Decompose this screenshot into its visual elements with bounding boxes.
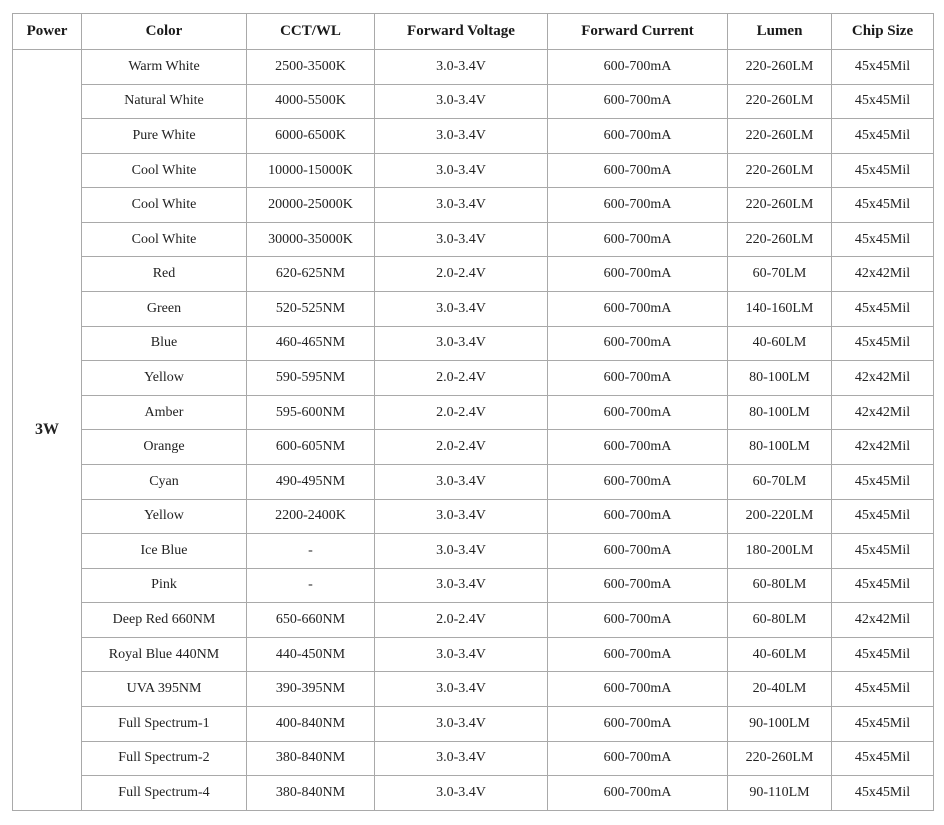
table-row: [13, 534, 934, 569]
lumen-cell: 80-100LM: [728, 395, 832, 430]
color-cell: Ice Blue: [82, 534, 247, 569]
table-row: [13, 50, 934, 85]
chip-size-cell: 42x42Mil: [832, 257, 934, 292]
forward-current-cell: 600-700mA: [548, 84, 728, 119]
cct-wl-cell: 6000-6500K: [247, 119, 375, 154]
chip-size-cell: 45x45Mil: [832, 464, 934, 499]
chip-size-cell: 45x45Mil: [832, 499, 934, 534]
table-row: [13, 188, 934, 223]
forward-voltage-cell: 2.0-2.4V: [375, 257, 548, 292]
chip-size-cell: 45x45Mil: [832, 292, 934, 327]
forward-voltage-cell: 3.0-3.4V: [375, 741, 548, 776]
cct-wl-cell: -: [247, 568, 375, 603]
cct-wl-cell: 380-840NM: [247, 776, 375, 811]
chip-size-cell: 45x45Mil: [832, 50, 934, 85]
header-row: [13, 14, 934, 50]
cct-wl-cell: 400-840NM: [247, 706, 375, 741]
table-row: [13, 464, 934, 499]
chip-size-cell: 42x42Mil: [832, 430, 934, 465]
chip-size-cell: 42x42Mil: [832, 395, 934, 430]
cct-wl-cell: 460-465NM: [247, 326, 375, 361]
table-row: [13, 637, 934, 672]
table-row: [13, 706, 934, 741]
forward-voltage-cell: 3.0-3.4V: [375, 50, 548, 85]
lumen-cell: 140-160LM: [728, 292, 832, 327]
forward-current-cell: 600-700mA: [548, 776, 728, 811]
forward-current-cell: 600-700mA: [548, 222, 728, 257]
lumen-cell: 220-260LM: [728, 188, 832, 223]
cct-wl-cell: 440-450NM: [247, 637, 375, 672]
power-cell: 3W: [13, 50, 82, 811]
chip-size-cell: 42x42Mil: [832, 361, 934, 396]
color-cell: Orange: [82, 430, 247, 465]
cct-wl-cell: 650-660NM: [247, 603, 375, 638]
chip-size-cell: 45x45Mil: [832, 84, 934, 119]
lumen-cell: 90-100LM: [728, 706, 832, 741]
lumen-cell: 60-70LM: [728, 257, 832, 292]
cct-wl-cell: 10000-15000K: [247, 153, 375, 188]
forward-current-cell: 600-700mA: [548, 119, 728, 154]
lumen-cell: 220-260LM: [728, 222, 832, 257]
color-cell: Green: [82, 292, 247, 327]
forward-current-cell: 600-700mA: [548, 499, 728, 534]
forward-current-cell: 600-700mA: [548, 50, 728, 85]
chip-size-cell: 45x45Mil: [832, 222, 934, 257]
color-cell: Blue: [82, 326, 247, 361]
cct-wl-cell: 30000-35000K: [247, 222, 375, 257]
lumen-cell: 80-100LM: [728, 430, 832, 465]
forward-voltage-cell: 3.0-3.4V: [375, 326, 548, 361]
lumen-cell: 40-60LM: [728, 637, 832, 672]
chip-size-cell: 45x45Mil: [832, 326, 934, 361]
color-cell: Full Spectrum-1: [82, 706, 247, 741]
chip-size-cell: 45x45Mil: [832, 153, 934, 188]
chip-size-cell: 45x45Mil: [832, 672, 934, 707]
forward-current-cell: 600-700mA: [548, 153, 728, 188]
color-cell: Cyan: [82, 464, 247, 499]
cct-wl-cell: -: [247, 534, 375, 569]
color-cell: Deep Red 660NM: [82, 603, 247, 638]
cct-wl-cell: 2500-3500K: [247, 50, 375, 85]
chip-size-cell: 45x45Mil: [832, 637, 934, 672]
cct-wl-cell: 490-495NM: [247, 464, 375, 499]
lumen-cell: 60-80LM: [728, 603, 832, 638]
lumen-cell: 220-260LM: [728, 153, 832, 188]
forward-voltage-cell: 3.0-3.4V: [375, 776, 548, 811]
forward-current-cell: 600-700mA: [548, 257, 728, 292]
table-row: [13, 153, 934, 188]
lumen-cell: 180-200LM: [728, 534, 832, 569]
forward-current-cell: 600-700mA: [548, 395, 728, 430]
table-row: [13, 292, 934, 327]
header-cct-wl: CCT/WL: [247, 14, 375, 50]
color-cell: Amber: [82, 395, 247, 430]
color-cell: Full Spectrum-4: [82, 776, 247, 811]
color-cell: Cool White: [82, 222, 247, 257]
table-row: [13, 119, 934, 154]
forward-voltage-cell: 3.0-3.4V: [375, 672, 548, 707]
header-lumen: Lumen: [728, 14, 832, 50]
table-row: [13, 741, 934, 776]
lumen-cell: 90-110LM: [728, 776, 832, 811]
forward-voltage-cell: 2.0-2.4V: [375, 361, 548, 396]
forward-voltage-cell: 3.0-3.4V: [375, 84, 548, 119]
lumen-cell: 20-40LM: [728, 672, 832, 707]
cct-wl-cell: 620-625NM: [247, 257, 375, 292]
lumen-cell: 220-260LM: [728, 84, 832, 119]
forward-voltage-cell: 3.0-3.4V: [375, 188, 548, 223]
lumen-cell: 60-80LM: [728, 568, 832, 603]
lumen-cell: 80-100LM: [728, 361, 832, 396]
forward-voltage-cell: 3.0-3.4V: [375, 499, 548, 534]
forward-voltage-cell: 3.0-3.4V: [375, 292, 548, 327]
color-cell: UVA 395NM: [82, 672, 247, 707]
lumen-cell: 40-60LM: [728, 326, 832, 361]
color-cell: Cool White: [82, 188, 247, 223]
forward-current-cell: 600-700mA: [548, 188, 728, 223]
header-power: Power: [13, 14, 82, 50]
table-row: [13, 568, 934, 603]
forward-current-cell: 600-700mA: [548, 706, 728, 741]
header-forward-voltage: Forward Voltage: [375, 14, 548, 50]
forward-voltage-cell: 2.0-2.4V: [375, 430, 548, 465]
table-row: [13, 430, 934, 465]
cct-wl-cell: 520-525NM: [247, 292, 375, 327]
color-cell: Warm White: [82, 50, 247, 85]
lumen-cell: 60-70LM: [728, 464, 832, 499]
table-row: [13, 361, 934, 396]
table-row: [13, 776, 934, 811]
chip-size-cell: 45x45Mil: [832, 534, 934, 569]
forward-current-cell: 600-700mA: [548, 637, 728, 672]
forward-voltage-cell: 3.0-3.4V: [375, 222, 548, 257]
forward-voltage-cell: 3.0-3.4V: [375, 119, 548, 154]
header-color: Color: [82, 14, 247, 50]
chip-size-cell: 45x45Mil: [832, 119, 934, 154]
color-cell: Full Spectrum-2: [82, 741, 247, 776]
forward-voltage-cell: 3.0-3.4V: [375, 534, 548, 569]
forward-current-cell: 600-700mA: [548, 534, 728, 569]
forward-current-cell: 600-700mA: [548, 464, 728, 499]
cct-wl-cell: 2200-2400K: [247, 499, 375, 534]
color-cell: Yellow: [82, 361, 247, 396]
color-cell: Pure White: [82, 119, 247, 154]
lumen-cell: 220-260LM: [728, 119, 832, 154]
table-row: [13, 672, 934, 707]
table-row: [13, 395, 934, 430]
chip-size-cell: 45x45Mil: [832, 776, 934, 811]
chip-size-cell: 45x45Mil: [832, 568, 934, 603]
cct-wl-cell: 600-605NM: [247, 430, 375, 465]
forward-voltage-cell: 3.0-3.4V: [375, 153, 548, 188]
table-row: [13, 222, 934, 257]
color-cell: Red: [82, 257, 247, 292]
forward-voltage-cell: 2.0-2.4V: [375, 395, 548, 430]
forward-current-cell: 600-700mA: [548, 672, 728, 707]
forward-current-cell: 600-700mA: [548, 568, 728, 603]
chip-size-cell: 45x45Mil: [832, 188, 934, 223]
forward-voltage-cell: 3.0-3.4V: [375, 464, 548, 499]
table-row: [13, 603, 934, 638]
cct-wl-cell: 4000-5500K: [247, 84, 375, 119]
color-cell: Natural White: [82, 84, 247, 119]
chip-size-cell: 42x42Mil: [832, 603, 934, 638]
cct-wl-cell: 390-395NM: [247, 672, 375, 707]
chip-size-cell: 45x45Mil: [832, 706, 934, 741]
forward-voltage-cell: 2.0-2.4V: [375, 603, 548, 638]
forward-voltage-cell: 3.0-3.4V: [375, 637, 548, 672]
forward-voltage-cell: 3.0-3.4V: [375, 568, 548, 603]
cct-wl-cell: 380-840NM: [247, 741, 375, 776]
lumen-cell: 220-260LM: [728, 741, 832, 776]
color-cell: Yellow: [82, 499, 247, 534]
forward-voltage-cell: 3.0-3.4V: [375, 706, 548, 741]
color-cell: Pink: [82, 568, 247, 603]
header-forward-current: Forward Current: [548, 14, 728, 50]
forward-current-cell: 600-700mA: [548, 326, 728, 361]
table-row: [13, 499, 934, 534]
color-cell: Cool White: [82, 153, 247, 188]
lumen-cell: 220-260LM: [728, 50, 832, 85]
table-row: [13, 326, 934, 361]
chip-size-cell: 45x45Mil: [832, 741, 934, 776]
forward-current-cell: 600-700mA: [548, 361, 728, 396]
table-body: [13, 50, 934, 811]
header-chip-size: Chip Size: [832, 14, 934, 50]
table-row: [13, 257, 934, 292]
forward-current-cell: 600-700mA: [548, 603, 728, 638]
forward-current-cell: 600-700mA: [548, 741, 728, 776]
forward-current-cell: 600-700mA: [548, 292, 728, 327]
cct-wl-cell: 20000-25000K: [247, 188, 375, 223]
cct-wl-cell: 590-595NM: [247, 361, 375, 396]
lumen-cell: 200-220LM: [728, 499, 832, 534]
spec-table: [12, 13, 934, 811]
color-cell: Royal Blue 440NM: [82, 637, 247, 672]
forward-current-cell: 600-700mA: [548, 430, 728, 465]
cct-wl-cell: 595-600NM: [247, 395, 375, 430]
table-row: [13, 84, 934, 119]
